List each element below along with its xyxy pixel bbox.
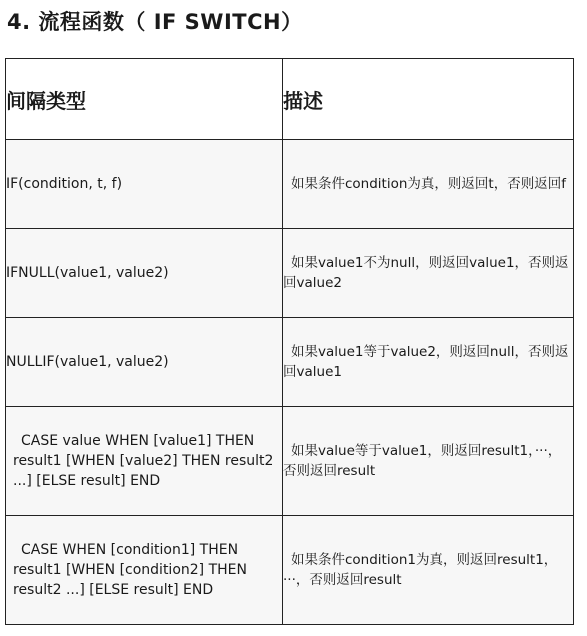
table-row bbox=[6, 407, 574, 516]
syntax-cell bbox=[6, 229, 283, 318]
description-cell bbox=[283, 229, 574, 318]
description-text: 如果value1不为null，则返回value1，否则返回value2 bbox=[283, 255, 569, 291]
syntax-cell bbox=[6, 516, 283, 625]
page-title: 4. 流程函数（ IF SWITCH） bbox=[7, 10, 303, 34]
syntax-text: CASE WHEN [condition1] THEN result1 [WHEN [condition2] THEN result2 ...] [ELSE result] END bbox=[13, 542, 247, 598]
description-text: 如果value1等于value2，则返回null，否则返回value1 bbox=[283, 344, 569, 380]
description-text: 如果条件condition为真，则返回t，否则返回f bbox=[291, 176, 566, 192]
syntax-cell bbox=[6, 318, 283, 407]
description-text: 如果value等于value1，则返回result1，···，否则返回result bbox=[283, 443, 562, 479]
table-row bbox=[6, 229, 574, 318]
table-row bbox=[6, 318, 574, 407]
description-cell bbox=[283, 407, 574, 516]
header-interval-type: 间隔类型 bbox=[6, 59, 283, 140]
syntax-cell bbox=[6, 407, 283, 516]
description-cell bbox=[283, 140, 574, 229]
description-text: 如果条件condition1为真，则返回result1，···，否则返回result bbox=[283, 552, 551, 588]
description-cell bbox=[283, 318, 574, 407]
syntax-cell bbox=[6, 140, 283, 229]
syntax-text: CASE value WHEN [value1] THEN result1 [WHEN [value2] THEN result2 ...] [ELSE result] END bbox=[13, 433, 274, 489]
header-description: 描述 bbox=[283, 59, 574, 140]
table-row bbox=[6, 516, 574, 625]
description-cell bbox=[283, 516, 574, 625]
syntax-text: NULLIF(value1, value2) bbox=[6, 354, 169, 370]
flow-functions-table bbox=[5, 58, 574, 625]
table-row bbox=[6, 140, 574, 229]
table-header-row bbox=[6, 59, 574, 140]
syntax-text: IF(condition, t, f) bbox=[6, 176, 123, 192]
syntax-text: IFNULL(value1, value2) bbox=[6, 265, 169, 281]
